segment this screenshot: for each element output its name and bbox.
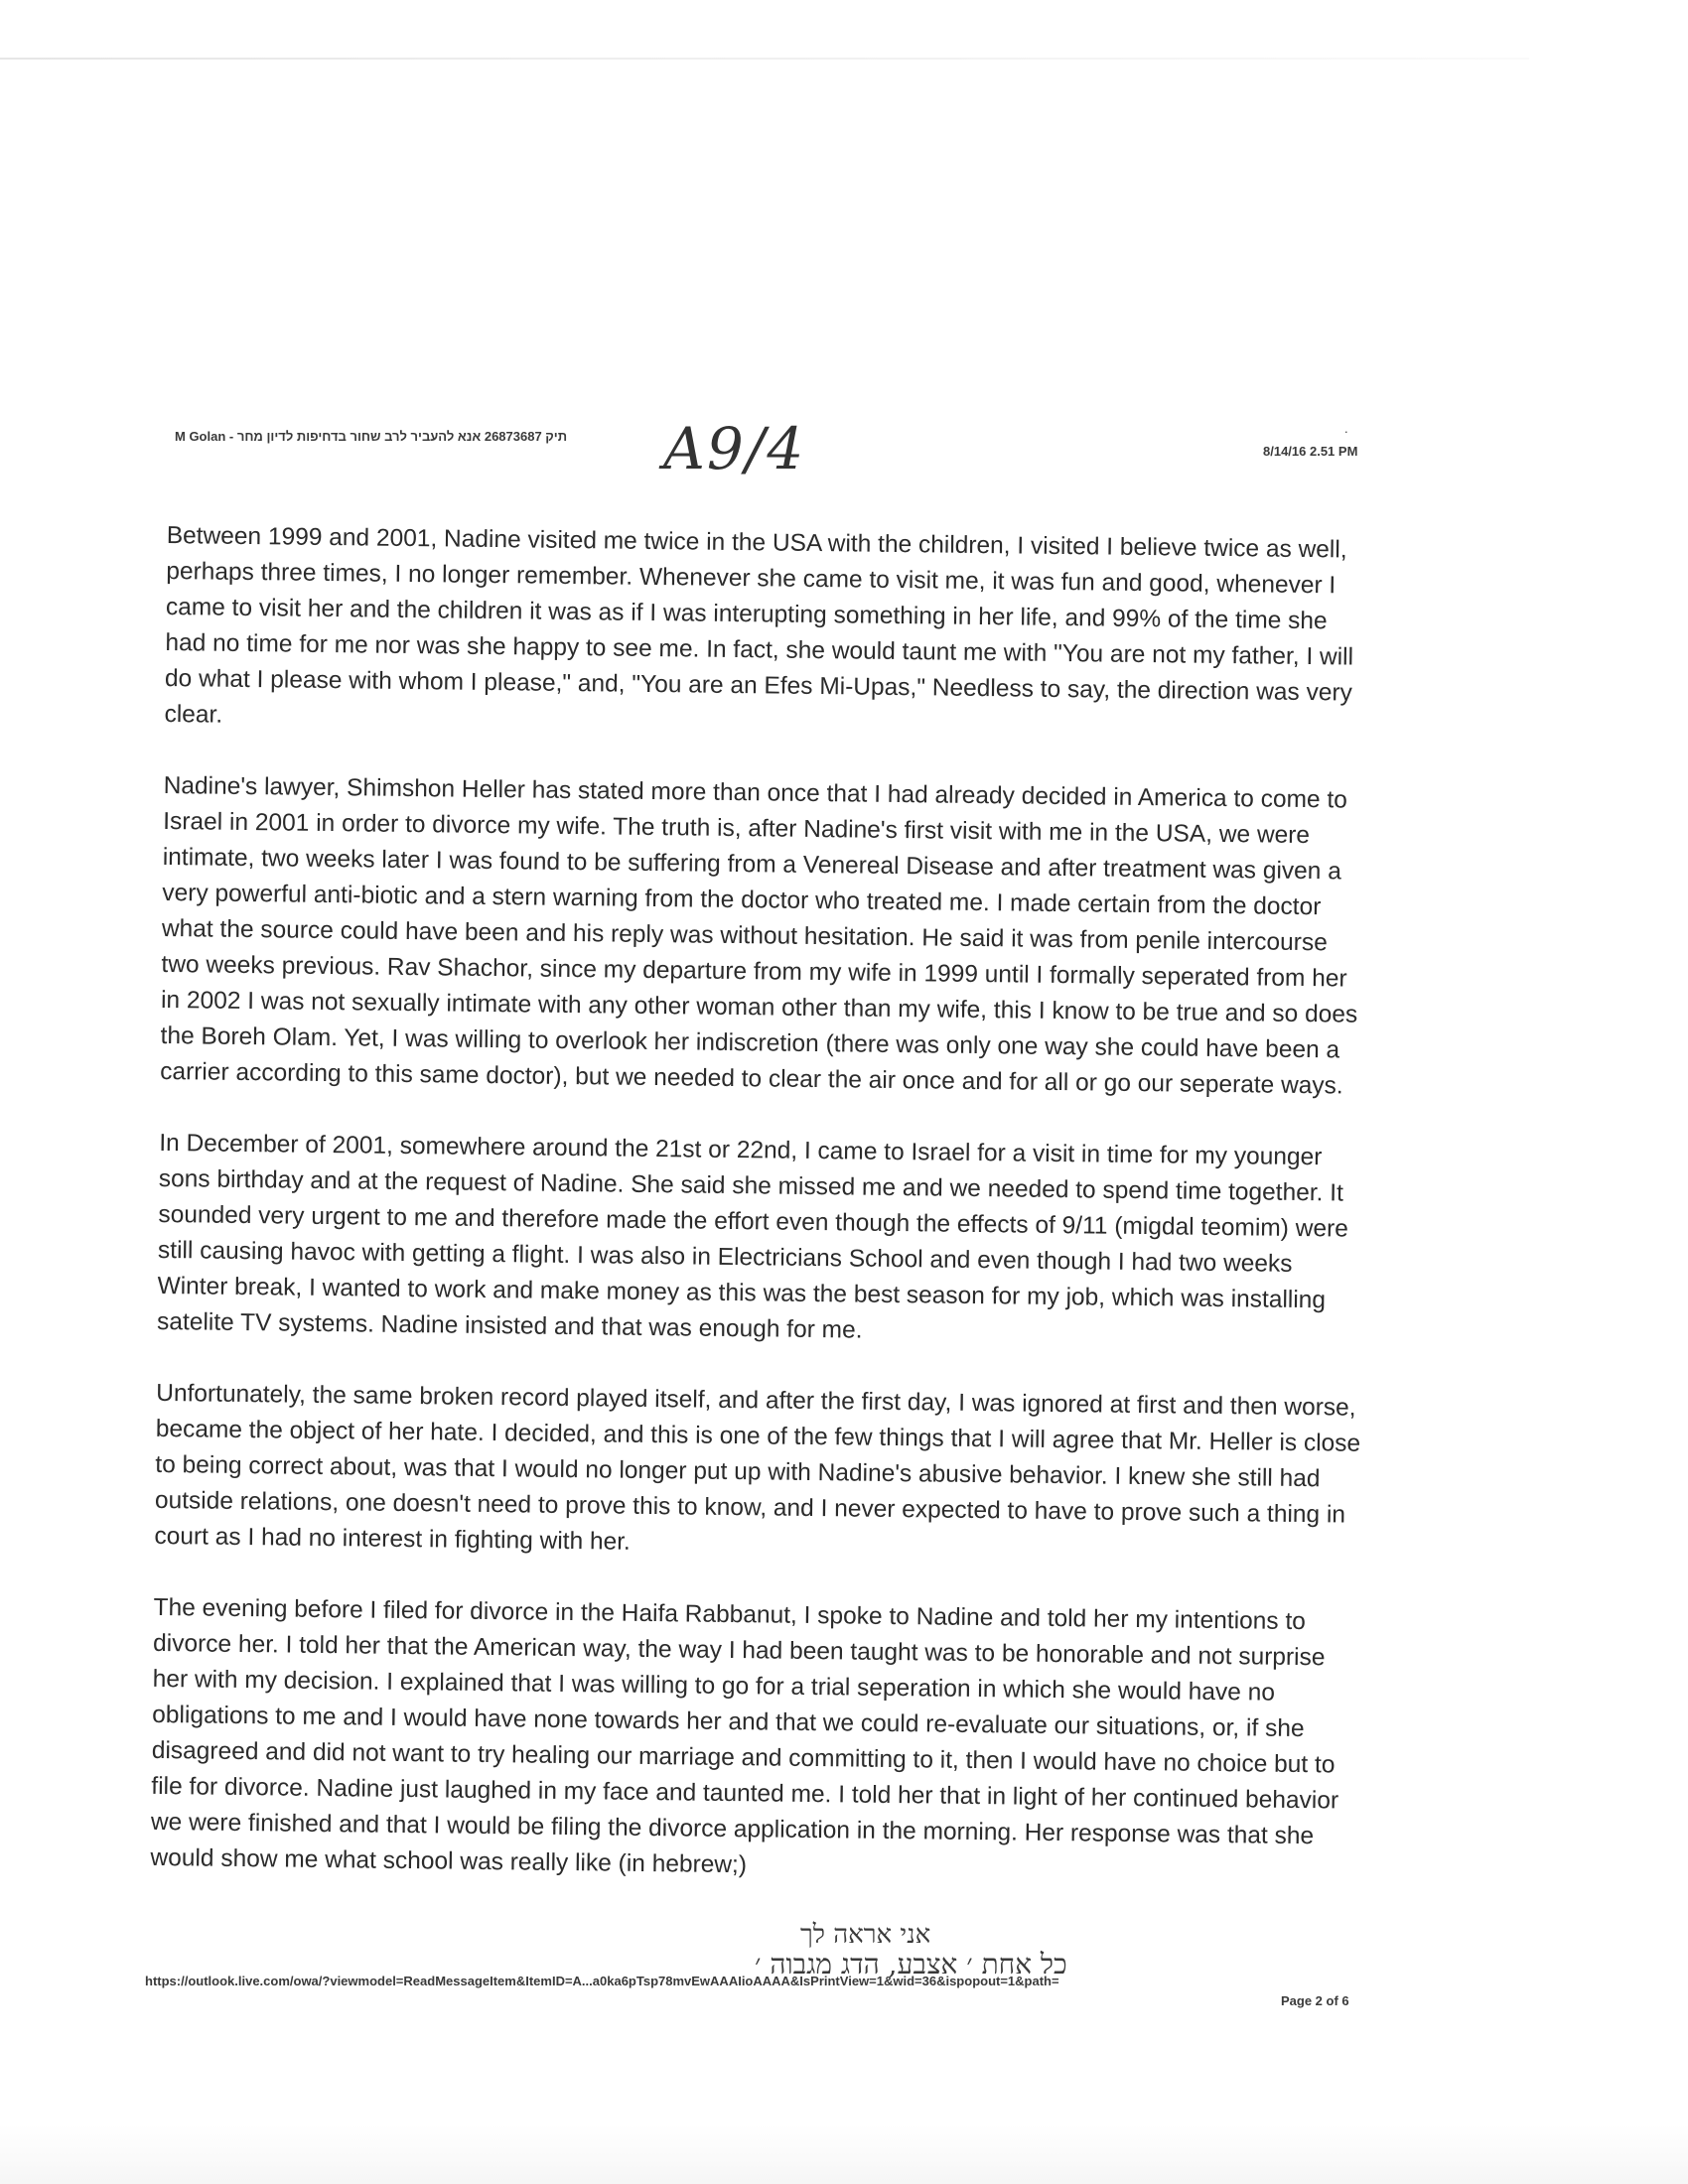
paragraph-broken-record: Unfortunately, the same broken record played itself, and after the first day, I was ignored at first and then worse, became the object of her hate. I decided, and this is one of the few things that I will agree that Mr. Heller is close to being correct about, was that I would no longer put up with Nadine's abusive behavior. I knew she still had outside relations, one doesn't need to prove this to know, and I never expected to have to prove such a thing in court as I had no interest in fighting with her. (154, 1379, 1361, 1556)
paragraph-divorce-filing: The evening before I filed for divorce in the Haifa Rabbanut, I spoke to Nadine and told her my intentions to divorce her. I told her that the American way, the way I had been taught was to be honorable and not surprise her with my decision. I explained that I was willing to go for a trial seperation in which she would have no obligations to me and I would have none towards her and that we could re-evaluate our situations, or, if she disagreed and did not want to try healing our marriage and committing to it, then I would have no choice but to file for divorce. Nadine just laughed in my face and taunted me. I told her that in light of her continued behavior we were finished and that I would be filing the divorce application in the morning. Her response was that she would show me what school was really like (in hebrew;) (150, 1593, 1339, 1879)
header-dot: . (1344, 421, 1348, 436)
print-timestamp: 8/14/16 2.51 PM (1263, 444, 1358, 459)
letter-body (150, 518, 1373, 1891)
handwritten-note-line-1: אני אראה לך (800, 1920, 931, 1950)
page-number: Page 2 of 6 (1281, 1993, 1349, 2008)
email-subject-header: M Golan - תיק 26873687 אנא להעביר לרב שחור בדחיפות לדיון מחר (175, 429, 568, 444)
paragraph-december-visit: In December of 2001, somewhere around the 21st or 22nd, I came to Israel for a visit in time for my younger sons birthday and at the request of Nadine. She said she missed me and we needed to spend time together. It sounded very urgent to me and therefore made the effort even though the effects of 9/11 (migdal teomim) were still causing havoc with getting a flight. I was also in Electricians School and even though I had two weeks Winter break, I wanted to work and make money as this was the best season for my job, which was installing satelite TV systems. Nadine insisted and that was enough for me. (156, 1129, 1348, 1344)
paragraph-lawyer-claim: Nadine's lawyer, Shimshon Heller has stated more than once that I had already decided in America to come to Israel in 2001 in order to divorce my wife. The truth is, after Nadine's first visit with me in the USA, we were intimate, two weeks later I was found to be suffering from a Venereal Disease and after treatment was given a very powerful anti-biotic and a stern warning from the doctor who treated me. I made certain from the doctor what the source could have been and his reply was without hesitation. He said it was from penile intercourse two weeks previous. Rav Shachor, since my departure from my wife in 1999 until I formally seperated from her in 2002 I was not sexually intimate with any other woman other than my wife, this I know to be true and so does the Boreh Olam. Yet, I was willing to overlook her indiscretion (there was only one way she could have been a carrier according to this same doctor), but we needed to clear the air once and for all or go our seperate ways. (160, 771, 1358, 1100)
scan-edge-top (0, 58, 1529, 60)
handwritten-document-code: A9/4 (663, 415, 806, 482)
scan-edge-bottom (0, 2124, 1688, 2184)
footer-url: https://outlook.live.com/owa/?viewmodel=ReadMessageItem&ItemID=A...a0ka6pTsp78mvEwAAAIioAAAA&IsPrintView=1&wid=36&ispopout=1&path= (145, 1974, 1059, 1988)
handwritten-note-line-2: כל אחת ׳ אצבע, הדג מגבוה ׳ (755, 1948, 1067, 1980)
paragraph-visits: Between 1999 and 2001, Nadine visited me twice in the USA with the children, I visited I believe twice as well, perhaps three times, I no longer remember. Whenever she came to visit me, it was fun and good, whenever I came to visit her and the children it was as if I was interupting something in her life, and 99% of the time she had no time for me nor was she happy to see me. In fact, she would taunt me with "You are not my father, I will do what I please with whom I please," and, "You are an Efes Mi-Upas," Needless to say, the direction was very clear. (164, 521, 1354, 729)
